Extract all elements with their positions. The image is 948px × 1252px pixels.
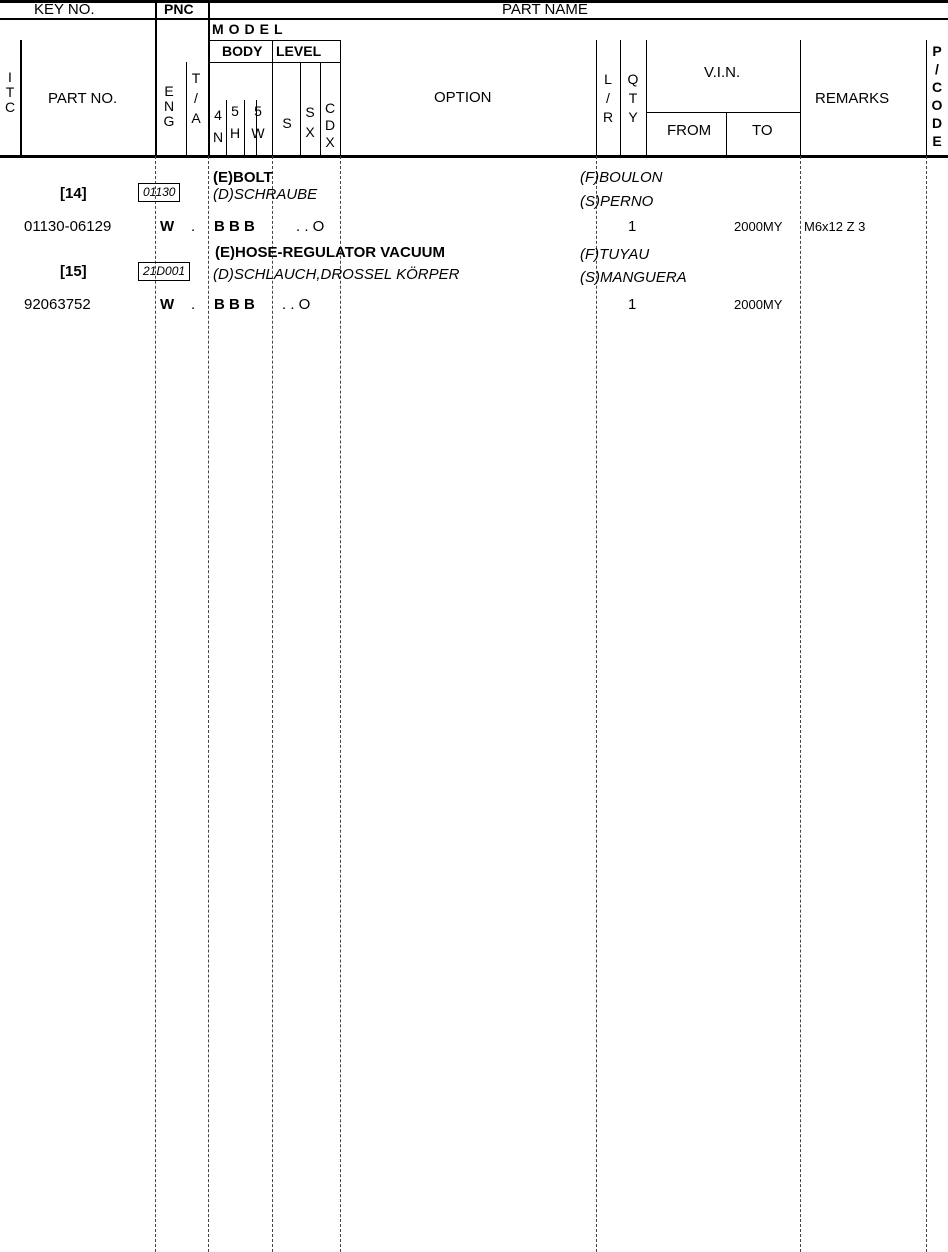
col-line-l2 (320, 62, 321, 156)
part-name-f-tuyau: (F)TUYAU (580, 246, 650, 263)
remarks-1: M6x12 Z 3 (804, 219, 866, 234)
level-codes-1: . . O (296, 218, 325, 235)
col-line-l1 (300, 62, 301, 156)
part-name-s-perno: (S)PERNO (580, 193, 654, 210)
ta-code-2: . (191, 296, 196, 313)
col-line-partno (155, 0, 157, 156)
col-line-model (340, 40, 341, 156)
vin-from-header: FROM (667, 122, 712, 139)
col-line-lr (620, 40, 621, 156)
body-col-line-7 (926, 156, 927, 1252)
col-line-itc (20, 40, 22, 156)
body-col-line-3 (272, 156, 273, 1252)
part-name-f-boulon: (F)BOULON (580, 169, 663, 186)
qty-2: 1 (628, 296, 637, 313)
col-line-body (272, 40, 273, 156)
body-col-4n: 4 N (212, 107, 224, 145)
remarks-header: REMARKS (815, 90, 890, 107)
level-col-cdx: C D X (324, 100, 336, 150)
option-header: OPTION (434, 89, 492, 106)
col-line-vin (800, 40, 801, 156)
body-col-line-6 (800, 156, 801, 1252)
col-line-eng (186, 62, 187, 156)
col-line-option (596, 40, 597, 156)
key-no-14: [14] (60, 185, 87, 202)
eng-header: E N G (163, 83, 175, 129)
part-no-header: PART NO. (48, 90, 118, 107)
vin-header: V.I.N. (704, 64, 741, 81)
body-codes-1: B B B (214, 218, 255, 235)
vin-to-1: 2000MY (734, 219, 783, 234)
part-name-d-schlauch: (D)SCHLAUCH,DROSSEL KÖRPER (213, 266, 460, 283)
body-codes-2: B B B (214, 296, 255, 313)
lr-header: L / R (602, 71, 614, 125)
header-bottom-line (0, 155, 948, 158)
pcode-header: P / C O D E (931, 43, 943, 149)
body-col-line-1 (155, 156, 156, 1252)
eng-code-2: W (160, 296, 175, 313)
body-col-line-4 (340, 156, 341, 1252)
itc-header: I T C (4, 69, 16, 115)
model-header: MODEL (212, 21, 288, 37)
part-no-01130-06129: 01130-06129 (24, 218, 112, 235)
ta-header: T / A (191, 70, 201, 126)
part-no-92063752: 92063752 (24, 296, 91, 313)
vin-to-header: TO (752, 122, 773, 139)
header-line-1 (0, 18, 948, 20)
level-col-sx: S X (305, 104, 315, 140)
qty-header: Q T Y (627, 71, 639, 125)
pnc-box-21d001: 21D001 (138, 262, 190, 281)
top-border (0, 0, 948, 3)
level-col-s: S (282, 115, 292, 131)
key-no-header: KEY NO. (34, 1, 95, 18)
part-name-header: PART NAME (502, 1, 588, 18)
col-line-from (726, 112, 727, 156)
eng-code-1: W (160, 218, 175, 235)
col-line-remarks (926, 40, 927, 156)
part-name-d-schraube: (D)SCHRAUBE (213, 186, 318, 203)
qty-1: 1 (628, 218, 637, 235)
level-codes-2: . . O (282, 296, 311, 313)
ta-code-1: . (191, 218, 196, 235)
body-col-5w: 5 W (251, 103, 265, 141)
pnc-header: PNC (164, 1, 194, 17)
level-header: LEVEL (276, 43, 322, 59)
vin-underline (646, 112, 800, 113)
body-col-line-2 (208, 156, 209, 1252)
model-underline (208, 40, 340, 41)
part-name-s-manguera: (S)MANGUERA (580, 269, 687, 286)
part-name-e-bolt: (E)BOLT (213, 169, 273, 186)
part-name-e-hose: (E)HOSE-REGULATOR VACUUM (215, 244, 445, 261)
col-line-qty (646, 40, 647, 156)
body-col-5h: 5 H (229, 103, 241, 141)
body-header: BODY (222, 43, 263, 59)
col-line-b2 (244, 100, 245, 156)
key-no-15: [15] (60, 263, 87, 280)
body-col-line-5 (596, 156, 597, 1252)
pnc-box-01130: 01130 (138, 183, 180, 202)
vin-to-2: 2000MY (734, 297, 783, 312)
